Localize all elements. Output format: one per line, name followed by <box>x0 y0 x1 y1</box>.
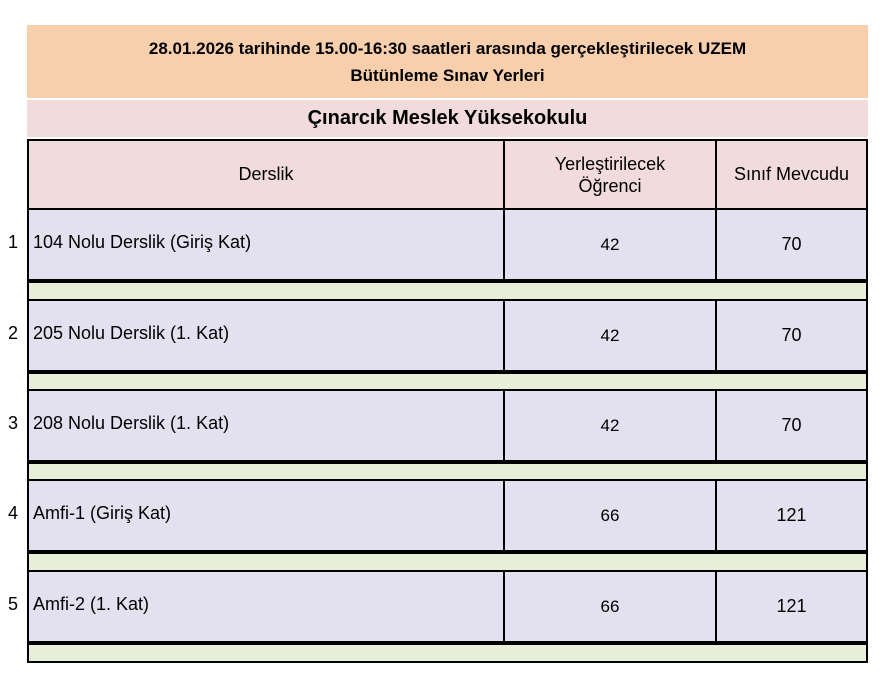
row-spacer <box>27 552 868 572</box>
row-number: 3 <box>7 413 18 433</box>
students-count: 42 <box>600 234 620 254</box>
title-line-1: 28.01.2026 tarihinde 15.00-16:30 saatleri arasında gerçekleştirilecek UZEM <box>148 38 747 58</box>
room-name: 104 Nolu Derslik (Giriş Kat) <box>33 232 252 252</box>
capacity-cell <box>715 389 868 462</box>
students-cell <box>503 389 717 462</box>
room-name-cell <box>27 479 505 552</box>
capacity-cell <box>715 208 868 281</box>
capacity-count: 70 <box>781 234 802 254</box>
capacity-cell <box>715 299 868 372</box>
students-cell <box>503 299 717 372</box>
students-count: 42 <box>600 325 620 345</box>
students-cell <box>503 208 717 281</box>
students-count: 42 <box>600 415 620 435</box>
room-name: Amfi-1 (Giriş Kat) <box>33 503 172 523</box>
capacity-count: 121 <box>776 596 807 616</box>
row-number: 5 <box>7 594 18 614</box>
room-name: 208 Nolu Derslik (1. Kat) <box>33 413 230 433</box>
column-header-yerlestirilecek <box>503 139 717 210</box>
students-cell <box>503 570 717 643</box>
capacity-count: 121 <box>776 505 807 525</box>
students-count: 66 <box>600 596 620 616</box>
capacity-cell <box>715 479 868 552</box>
row-number: 4 <box>7 503 18 523</box>
room-name-cell <box>27 208 505 281</box>
column-header-line-2: Öğrenci <box>578 175 642 196</box>
title-line-2: Bütünleme Sınav Yerleri <box>350 65 545 85</box>
row-spacer <box>27 643 868 663</box>
capacity-cell <box>715 570 868 643</box>
room-name-cell <box>27 299 505 372</box>
room-name: Amfi-2 (1. Kat) <box>33 594 150 614</box>
column-header-line-1: Yerleştirilecek <box>554 153 666 174</box>
capacity-count: 70 <box>781 415 802 435</box>
students-cell <box>503 479 717 552</box>
row-spacer <box>27 281 868 301</box>
school-name: Çınarcık Meslek Yüksekokulu <box>27 100 868 137</box>
column-header-sinif-mevcudu: Sınıf Mevcudu <box>715 139 868 210</box>
page-title <box>27 25 868 98</box>
room-name: 205 Nolu Derslik (1. Kat) <box>33 323 230 343</box>
row-number: 1 <box>7 232 18 252</box>
row-number: 2 <box>7 323 18 343</box>
students-count: 66 <box>600 505 620 525</box>
column-header-derslik: Derslik <box>27 139 505 210</box>
room-name-cell <box>27 570 505 643</box>
capacity-count: 70 <box>781 325 802 345</box>
room-name-cell <box>27 389 505 462</box>
